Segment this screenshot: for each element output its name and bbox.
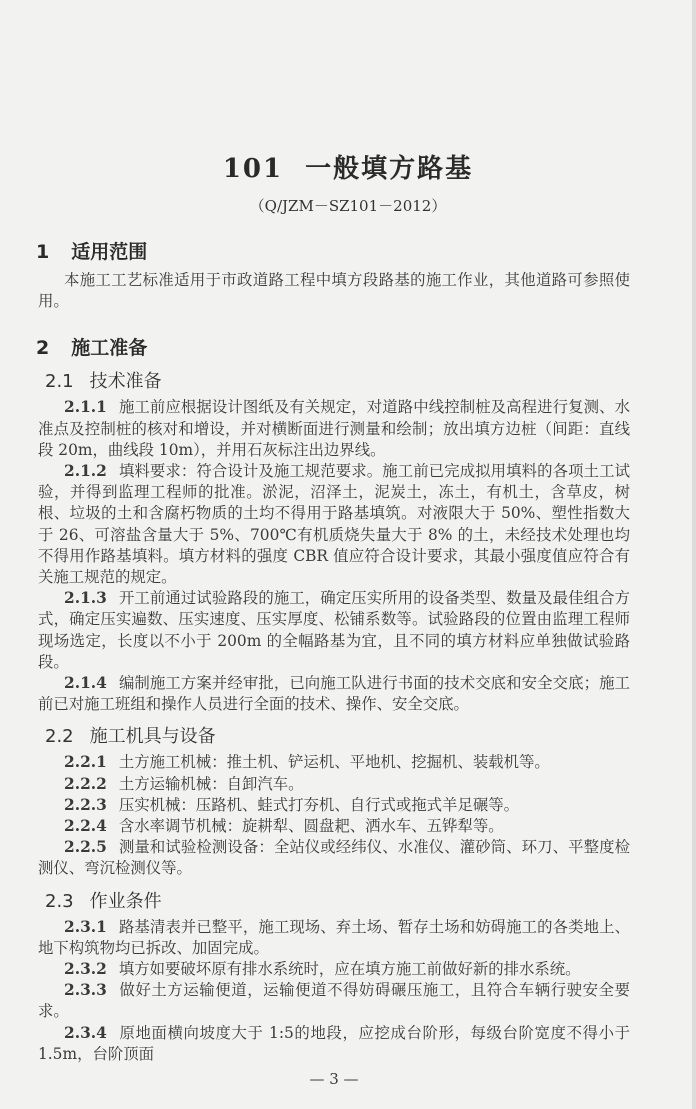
standard-code: （Q/JZM－SZ101－2012） — [249, 197, 447, 215]
clause-number: 2.2.2 — [64, 774, 107, 793]
clause-number: 2.2.1 — [64, 753, 107, 772]
section-number: 2 — [36, 337, 50, 360]
clause-text: 填方如要破坏原有排水系统时，应在填方施工前做好新的排水系统。 — [118, 960, 581, 979]
clause-text: 编制施工方案并经审批，已向施工队进行书面的技术交底和安全交底；施工前已对施工班组和操作人员进行全面的技术、操作、安全交底。 — [38, 674, 630, 714]
section-title: 适用范围 — [71, 241, 148, 263]
clause-number: 2.1.4 — [64, 674, 107, 693]
clause — [38, 980, 630, 1022]
clause-text: 测量和试验检测设备：全站仪或经纬仪、水准仪、灌砂筒、环刀、平整度检测仪、弯沉检测仪等。 — [38, 838, 630, 878]
clause — [38, 816, 630, 837]
subsection-number: 2.3 — [45, 890, 74, 912]
clause-text: 开工前通过试验路段的施工，确定压实所用的设备类型、数量及最佳组合方式，确定压实遍数、压实速度、压实厚度、松铺系数等。试验路段的位置由监理工程师现场选定，长度以不小于 200m 的全幅路基为宜，且不同的填方材料应单独做试验路段。 — [38, 589, 630, 671]
clause-text: 含水率调节机械：旋耕犁、圆盘耙、洒水车、五铧犁等。 — [118, 817, 504, 836]
clause-number: 2.1.2 — [64, 462, 107, 481]
subsection-title: 技术准备 — [89, 371, 162, 393]
clause — [38, 397, 630, 461]
clause — [38, 673, 630, 715]
clause — [38, 1023, 630, 1065]
clause-number: 2.2.4 — [64, 817, 107, 836]
clause-text: 施工前应根据设计图纸及有关规定，对道路中线控制桩及高程进行复测、水准点及控制桩的核对和增设，并对横断面进行测量和绘制；放出填方边桩（间距：直线段 20m，曲线段 10m），并用石灰标注出边界线。 — [38, 398, 630, 459]
clause-number: 2.1.1 — [64, 398, 107, 417]
clause-number: 2.3.1 — [64, 917, 107, 936]
clause-number: 2.2.3 — [64, 795, 107, 814]
subsection-heading-2-2 — [45, 725, 630, 749]
clause-number: 2.1.3 — [64, 589, 107, 608]
section-heading-2 — [36, 336, 630, 360]
page-number: — 3 — — [309, 1070, 359, 1089]
clause-text: 土方施工机械：推土机、铲运机、平地机、挖掘机、装载机等。 — [118, 753, 550, 772]
clause-number: 2.3.3 — [64, 981, 107, 1000]
clause — [38, 752, 630, 773]
clause-text: 土方运输机械：自卸汽车。 — [118, 774, 304, 793]
clause-number: 2.3.2 — [64, 960, 107, 979]
clause-text: 路基清表并已整平，施工现场、弃土场、暂存土场和妨碍施工的各类地上、地下构筑物均已拆改、加固完成。 — [38, 917, 630, 957]
subsection-title: 施工机具与设备 — [89, 726, 216, 748]
subsection-title: 作业条件 — [89, 890, 162, 912]
clause — [38, 461, 630, 588]
document-title — [38, 152, 658, 186]
page-edge-shadow — [692, 0, 696, 1109]
clause-text: 填料要求：符合设计及施工规范要求。施工前已完成拟用填料的各项土工试验，并得到监理工程师的批准。淤泥，沼泽土，泥炭土，冻土，有机土，含草皮，树根、垃圾的土和含腐朽物质的土均不得用于路基填筑。对液限大于 50%、塑性指数大于 26、可溶盐含量大于 5%、700℃有机质烧失量大于 8% 的土，未经技术处理也均不得用作路基填料。填方材料的强度 CBR 值应符合设计要求，其最小强度值应符合有关施工规范的规定。 — [38, 462, 630, 587]
subsection-heading-2-1 — [45, 370, 630, 394]
section-1-text: 本施工工艺标准适用于市政道路工程中填方段路基的施工作业，其他道路可参照使用。 — [38, 271, 630, 311]
subsection-number: 2.1 — [45, 371, 74, 393]
section-title: 施工准备 — [71, 337, 148, 360]
clause — [38, 959, 630, 980]
clause — [38, 837, 630, 879]
clause-number: 2.2.5 — [64, 838, 107, 857]
title-text: 一般填方路基 — [305, 154, 474, 184]
subsection-heading-2-3 — [45, 890, 630, 914]
section-number: 1 — [36, 241, 50, 263]
clause — [38, 588, 630, 673]
clause — [38, 795, 630, 816]
subsection-number: 2.2 — [45, 726, 74, 748]
title-number: 101 — [222, 154, 284, 184]
section-heading-1 — [36, 240, 630, 264]
clause — [38, 774, 630, 795]
clause-text: 做好土方运输便道，运输便道不得妨碍碾压施工，且符合车辆行驶安全要求。 — [38, 981, 630, 1021]
clause — [38, 917, 630, 959]
clause-text: 原地面横向坡度大于 1:5的地段，应挖成台阶形，每级台阶宽度不得小于 1.5m，台阶顶面 — [38, 1023, 630, 1063]
clause-number: 2.3.4 — [64, 1023, 107, 1042]
clause-text: 压实机械：压路机、蛙式打夯机、自行式或拖式羊足碾等。 — [118, 795, 520, 814]
